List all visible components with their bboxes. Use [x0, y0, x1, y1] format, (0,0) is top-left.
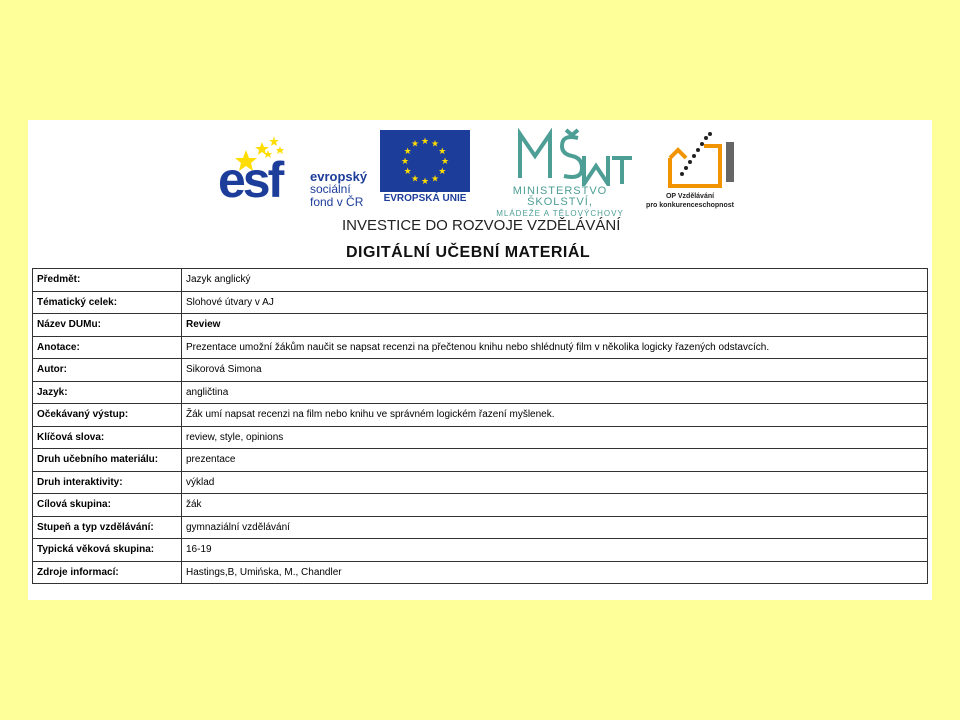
row-label: Typická věková skupina:: [33, 539, 182, 562]
row-label: Zdroje informací:: [33, 561, 182, 584]
row-value: výklad: [182, 471, 928, 494]
row-label: Druh interaktivity:: [33, 471, 182, 494]
esf-line2: sociální: [310, 182, 351, 196]
table-row: [33, 404, 928, 427]
logo-bar: [28, 120, 932, 218]
row-value: gymnaziální vzdělávání: [182, 516, 928, 539]
esf-wordmark: esf: [218, 152, 282, 208]
table-row: [33, 336, 928, 359]
table-row: [33, 426, 928, 449]
op-label: [640, 192, 740, 210]
esf-line1: evropský: [310, 169, 368, 184]
row-value: žák: [182, 494, 928, 517]
msmt-line1: MINISTERSTVO ŠKOLSTVÍ,: [512, 185, 608, 208]
table-row: [33, 314, 928, 337]
row-value: Jazyk anglický: [182, 269, 928, 292]
esf-line3: fond v ČR: [310, 195, 364, 209]
row-value: Prezentace umožní žákům naučit se napsat recenzi na přečtenou knihu nebo shlédnutý film v několika logicky řazených odstavcích.: [182, 336, 928, 359]
eu-star-icon: ★: [438, 146, 447, 156]
table-row: [33, 359, 928, 382]
table-row: [33, 516, 928, 539]
table-row: [33, 494, 928, 517]
row-label: Očekávaný výstup:: [33, 404, 182, 427]
eu-flag-icon: [380, 130, 470, 192]
row-label: Předmět:: [33, 269, 182, 292]
row-value: prezentace: [182, 449, 928, 472]
eu-label: EVROPSKÁ UNIE: [383, 193, 467, 204]
row-value: 16-19: [182, 539, 928, 562]
table-row: [33, 539, 928, 562]
row-value: Sikorová Simona: [182, 359, 928, 382]
eu-star-icon: ★: [440, 156, 450, 166]
table-row: [33, 269, 928, 292]
eu-star-icon: ★: [410, 173, 420, 184]
table-row: [33, 381, 928, 404]
row-value: Review: [182, 314, 928, 337]
msmt-mark-icon: [480, 128, 640, 186]
row-value: review, style, opinions: [182, 426, 928, 449]
msmt-logo: [480, 128, 640, 218]
metadata-table: [32, 268, 928, 584]
esf-logo: [218, 128, 373, 208]
eu-logo: [380, 130, 470, 206]
table-row: [33, 471, 928, 494]
document-sheet: [28, 120, 932, 600]
eu-star-icon: ★: [420, 136, 430, 146]
eu-star-icon: ★: [430, 138, 440, 149]
op-line2: pro konkurenceschopnost: [646, 202, 734, 209]
row-label: Autor:: [33, 359, 182, 382]
table-row: [33, 561, 928, 584]
row-label: Tématický celek:: [33, 291, 182, 314]
op-line1: OP Vzdělávání: [665, 193, 715, 200]
eu-star-icon: ★: [400, 156, 410, 166]
table-row: [33, 291, 928, 314]
row-label: Klíčová slova:: [33, 426, 182, 449]
row-label: Stupeň a typ vzdělávání:: [33, 516, 182, 539]
esf-text: [310, 170, 367, 209]
row-label: Název DUMu:: [33, 314, 182, 337]
row-value: Slohové útvary v AJ: [182, 291, 928, 314]
row-label: Anotace:: [33, 336, 182, 359]
row-value: Hastings,B, Umińska, M., Chandler: [182, 561, 928, 584]
eu-star-icon: ★: [403, 166, 412, 176]
row-label: Cílová skupina:: [33, 494, 182, 517]
eu-star-icon: ★: [430, 173, 440, 184]
row-label: Jazyk:: [33, 381, 182, 404]
eu-star-icon: ★: [420, 176, 430, 186]
eu-star-icon: ★: [410, 138, 420, 149]
op-mark-icon: [640, 128, 740, 192]
msmt-line2: MLÁDEŽE A TĚLOVÝCHOVY: [496, 209, 624, 218]
investice-heading: INVESTICE DO ROZVOJE VZDĚLÁVÁNÍ: [342, 217, 621, 234]
table-row: [33, 449, 928, 472]
row-value: Žák umí napsat recenzi na film nebo knihu ve správném logickém řazení myšlenek.: [182, 404, 928, 427]
row-label: Druh učebního materiálu:: [33, 449, 182, 472]
row-value: angličtina: [182, 381, 928, 404]
eu-star-icon: ★: [438, 166, 447, 176]
eu-star-icon: ★: [403, 146, 412, 156]
op-logo: [640, 128, 740, 210]
document-title: DIGITÁLNÍ UČEBNÍ MATERIÁL: [346, 244, 591, 261]
msmt-label: [480, 186, 640, 219]
